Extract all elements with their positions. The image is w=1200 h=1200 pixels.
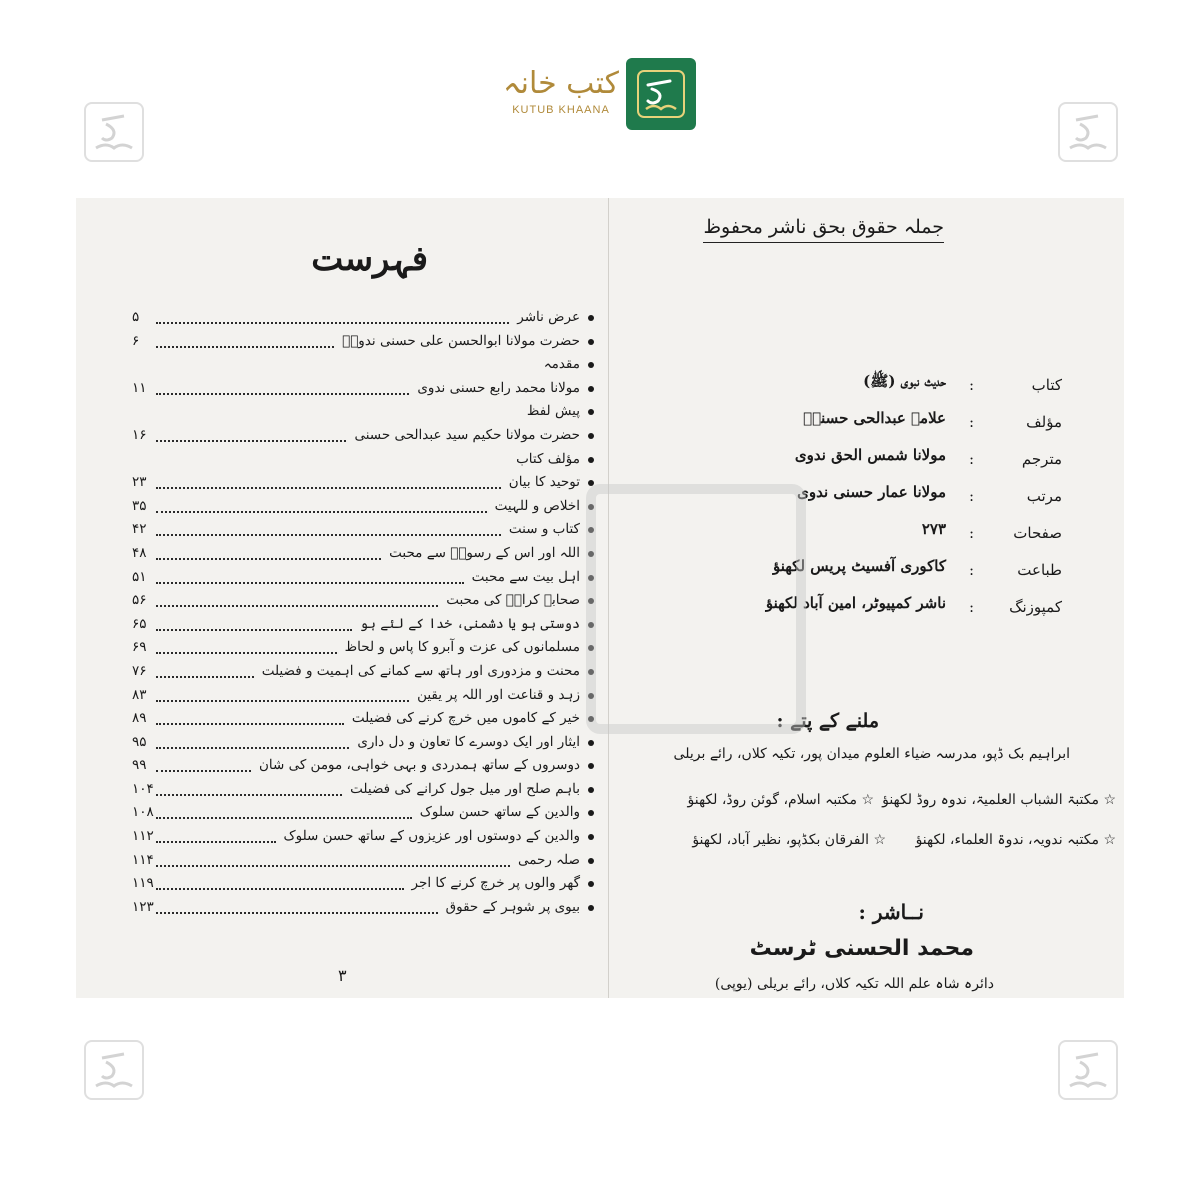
toc-entry-text: والدین کے ساتھ حسن سلوک (419, 804, 580, 821)
toc-row (76, 636, 608, 660)
toc-entry-text: پیش لفظ (526, 403, 580, 420)
toc-leader-dots (156, 723, 344, 725)
toc-entry-text: مسلمانوں کی عزت و آبرو کا پاس و لحاظ (344, 639, 580, 656)
toc-entry-page: ۷۶ (132, 662, 147, 679)
toc-leader-dots (156, 747, 349, 749)
bullet-icon (588, 881, 594, 887)
toc-entry-text: دوستی ہو یا دشمنی، خدا کے لئے ہو (360, 615, 580, 632)
bullet-icon (588, 386, 594, 392)
watermark-icon (84, 102, 144, 162)
bullet-icon (588, 409, 594, 415)
toc-entry-page: ۱۱۴ (132, 851, 154, 868)
toc-row (76, 825, 608, 849)
address-item: ☆ مکتبہ اسلام، گوئن روڈ، لکھنؤ (687, 792, 874, 808)
toc-entry-text: حضرت مولانا ابوالحسن علی حسنی ندویؒ (342, 332, 580, 349)
contents-title: فہرست (311, 239, 428, 279)
toc-leader-dots (156, 652, 337, 654)
toc-row (76, 849, 608, 873)
toc-leader-dots (156, 700, 409, 702)
detail-colon: : (968, 487, 974, 505)
toc-row (76, 778, 608, 802)
toc-row (76, 754, 608, 778)
toc-leader-dots (156, 794, 342, 796)
book-detail-row (609, 405, 1124, 442)
toc-row (76, 424, 608, 448)
contents-page (76, 198, 609, 998)
toc-leader-dots (156, 841, 276, 843)
toc-leader-dots (156, 322, 509, 324)
toc-leader-dots (156, 393, 409, 395)
bullet-icon (588, 787, 594, 793)
toc-row (76, 801, 608, 825)
contents-list (76, 306, 608, 919)
watermark-icon (1058, 102, 1118, 162)
toc-entry-text: اہل بیت سے محبت (471, 568, 580, 585)
toc-entry-text: گھر والوں پر خرچ کرنے کا اجر (411, 875, 580, 892)
bullet-icon (588, 905, 594, 911)
toc-entry-text: بیوی پر شوہر کے حقوق (445, 898, 580, 915)
toc-row (76, 400, 608, 424)
bullet-icon (588, 763, 594, 769)
toc-entry-text: مولانا محمد رابع حسنی ندوی (417, 379, 580, 396)
toc-entry-text: دوسروں کے ساتھ ہمدردی و بہی خواہی، مومن کی شان (258, 757, 580, 774)
toc-entry-text: خیر کے کاموں میں خرچ کرنے کی فضیلت (351, 710, 580, 727)
bullet-icon (588, 740, 594, 746)
toc-entry-text: باہم صلح اور میل جول کرانے کی فضیلت (350, 780, 580, 797)
toc-entry-text: مقدمہ (543, 356, 580, 373)
toc-row (76, 330, 608, 354)
toc-leader-dots (156, 770, 251, 772)
toc-entry-page: ۵۱ (132, 568, 147, 585)
toc-row (76, 566, 608, 590)
detail-value: ناشر کمپیوٹر، امین آباد لکھنؤ (765, 594, 946, 612)
toc-row (76, 518, 608, 542)
watermark-icon (84, 1040, 144, 1100)
toc-leader-dots (156, 605, 438, 607)
copyright-notice: جملہ حقوق بحق ناشر محفوظ (703, 216, 944, 243)
toc-row (76, 731, 608, 755)
toc-entry-page: ۶۹ (132, 639, 147, 656)
publisher-address: دائرہ شاہ علم اللہ تکیہ کلاں، رائے بریلی (یوپی) (714, 976, 994, 992)
detail-colon: : (968, 376, 974, 394)
toc-entry-page: ۱۱۹ (132, 875, 154, 892)
bullet-icon (588, 810, 594, 816)
toc-row (76, 377, 608, 401)
brand-english-name: KUTUB KHAANA (512, 104, 610, 116)
bullet-icon (588, 834, 594, 840)
detail-value: مولانا شمس الحق ندوی (794, 446, 946, 464)
toc-entry-text: حضرت مولانا حکیم سید عبدالحی حسنی (354, 426, 580, 443)
brand-logo (500, 58, 700, 128)
toc-entry-text: والدین کے دوستوں اور عزیزوں کے ساتھ حسن سلوک (283, 828, 580, 845)
bullet-icon (588, 457, 594, 463)
address-item: ☆ الفرقان بکڈپو، نظیر آباد، لکھنؤ (692, 832, 886, 848)
watermark-icon (1058, 1040, 1118, 1100)
toc-leader-dots (156, 865, 510, 867)
toc-entry-text: کتاب و سنت (508, 521, 580, 538)
kaf-letter-book-icon (626, 58, 696, 130)
toc-entry-page: ۱۱ (132, 379, 147, 396)
toc-leader-dots (156, 534, 501, 536)
detail-label: طباعت (1017, 561, 1062, 579)
detail-colon: : (968, 450, 974, 468)
book-detail-row (609, 442, 1124, 479)
toc-row (76, 471, 608, 495)
page-number: ۳ (338, 966, 347, 985)
toc-leader-dots (156, 582, 464, 584)
toc-entry-page: ۵۶ (132, 592, 147, 609)
toc-entry-page: ۶ (132, 332, 140, 349)
toc-leader-dots (156, 346, 334, 348)
detail-colon: : (968, 598, 974, 616)
toc-entry-text: زہد و قناعت اور اللہ پر یقین (417, 686, 580, 703)
toc-entry-text: ایثار اور ایک دوسرے کا تعاون و دل داری (357, 733, 580, 750)
brand-wordmark (500, 64, 622, 116)
bullet-icon (588, 339, 594, 345)
addresses-heading: ملنے کے پتے : (776, 710, 879, 732)
address-item: ☆ مکتبۃ الشباب العلمیۃ، ندوہ روڈ لکھنؤ (882, 792, 1116, 808)
toc-entry-text: عرض ناشر (517, 309, 580, 325)
detail-label: مترجم (1021, 450, 1062, 468)
book-detail-row (609, 368, 1124, 405)
toc-row (76, 448, 608, 472)
detail-value: مولانا عمار حسنی ندوی (797, 483, 946, 501)
toc-row (76, 660, 608, 684)
toc-entry-page: ۵ (132, 309, 140, 325)
detail-label: مؤلف (1026, 413, 1062, 431)
toc-entry-text: صحابہ کرامؓ کی محبت (446, 592, 580, 609)
toc-entry-text: مؤلف کتاب (516, 450, 580, 467)
detail-colon: : (968, 524, 974, 542)
toc-leader-dots (156, 888, 404, 890)
toc-row (76, 495, 608, 519)
center-watermark-icon (586, 484, 806, 734)
address-item: ☆ مکتبہ ندویہ، ندوۃ العلماء، لکھنؤ (915, 832, 1116, 848)
detail-value: ۲۷۳ (921, 520, 946, 538)
toc-entry-page: ۳۵ (132, 497, 147, 514)
publisher-label: نــاشر : (858, 900, 924, 924)
detail-colon: : (968, 413, 974, 431)
toc-row (76, 353, 608, 377)
toc-entry-page: ۲۳ (132, 474, 147, 491)
detail-label: مرتب (1026, 487, 1062, 505)
toc-entry-page: ۸۳ (132, 686, 147, 703)
toc-row (76, 707, 608, 731)
toc-row (76, 896, 608, 920)
detail-label: کتاب (1031, 376, 1062, 394)
toc-entry-text: اللہ اور اس کے رسولؐ سے محبت (389, 544, 580, 561)
toc-leader-dots (156, 676, 254, 678)
detail-label: صفحات (1013, 524, 1062, 542)
toc-entry-page: ۴۸ (132, 544, 147, 561)
detail-value: کاکوری آفسیٹ پریس لکھنؤ (772, 557, 946, 575)
toc-row (76, 872, 608, 896)
toc-leader-dots (156, 487, 501, 489)
toc-leader-dots (156, 912, 438, 914)
detail-colon: : (968, 561, 974, 579)
toc-entry-page: ۱۰۴ (132, 780, 154, 797)
toc-entry-text: توحید کا بیان (508, 474, 580, 491)
bullet-icon (588, 362, 594, 368)
detail-value: علامہ عبدالحی حسنیؒ (803, 409, 946, 427)
toc-entry-page: ۱۲۳ (132, 898, 154, 915)
detail-label: کمپوزنگ (1009, 598, 1062, 616)
toc-leader-dots (156, 817, 412, 819)
toc-entry-page: ۹۵ (132, 733, 147, 750)
address-main: ابراہیم بک ڈپو، مدرسہ ضیاء العلوم میدان پور، تکیہ کلاں، رائے بریلی (673, 746, 1070, 762)
toc-entry-page: ۹۹ (132, 757, 147, 774)
toc-entry-page: ۶۵ (132, 615, 147, 632)
toc-entry-page: ۱۱۲ (132, 828, 154, 845)
toc-row (76, 613, 608, 637)
toc-entry-text: اخلاص و للہیت (494, 497, 580, 514)
bullet-icon (588, 433, 594, 439)
toc-leader-dots (156, 440, 346, 442)
book-spread-scan (76, 198, 1124, 998)
toc-entry-text: صلہ رحمی (517, 851, 580, 868)
brand-urdu-name: کتب خانہ (503, 66, 619, 101)
bullet-icon (588, 315, 594, 321)
toc-entry-text: محنت و مزدوری اور ہاتھ سے کمانے کی اہمیت و فضیلت (261, 662, 580, 679)
toc-row (76, 542, 608, 566)
toc-entry-page: ۱۶ (132, 426, 147, 443)
toc-leader-dots (156, 558, 381, 560)
toc-leader-dots (156, 511, 487, 513)
toc-row (76, 684, 608, 708)
toc-entry-page: ۴۲ (132, 521, 147, 538)
toc-entry-page: ۸۹ (132, 710, 147, 727)
bullet-icon (588, 858, 594, 864)
toc-row (76, 589, 608, 613)
publisher-name: محمد الحسنی ٹرسٹ (749, 936, 974, 961)
toc-entry-page: ۱۰۸ (132, 804, 154, 821)
toc-leader-dots (156, 629, 352, 631)
detail-value: حدیث نبوی (ﷺ) (863, 372, 946, 390)
toc-row (76, 306, 608, 330)
